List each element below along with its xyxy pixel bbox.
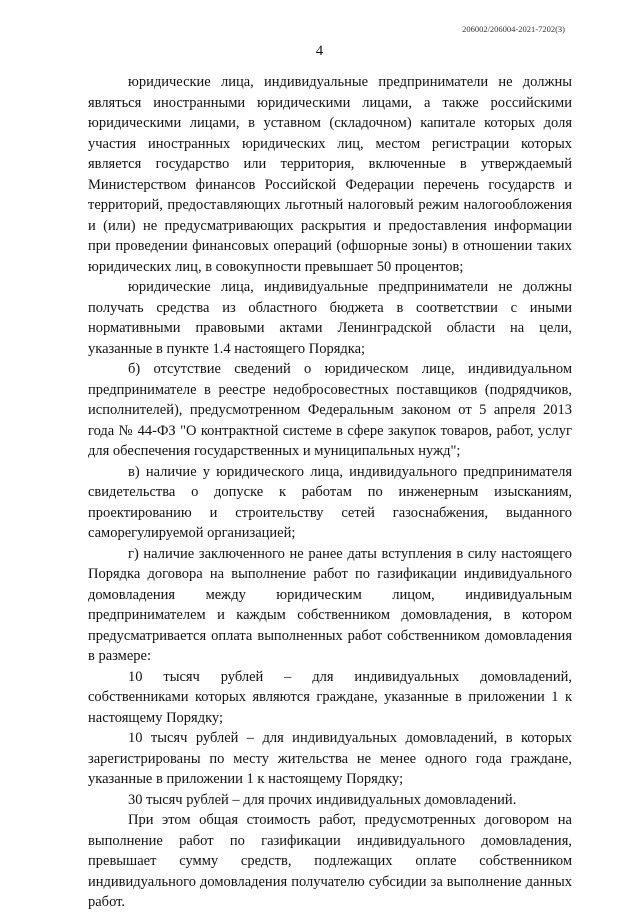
paragraph: При этом общая стоимость работ, предусмотренных договором на выполнение работ по газификации индивидуального домовладения, превышает сумму средств, подлежащих оплате собственником индивидуального домовладения получателю субсидии за выполнение данных работ. xyxy=(88,812,572,910)
paragraph: юридические лица, индивидуальные предприниматели не должны получать средства из областного бюджета в соответствии с иными нормативными правовыми актами Ленинградской области на цели, указанные в пункте 1.4 настоящего Порядка; xyxy=(88,279,572,357)
paragraph: б) отсутствие сведений о юридическом лице, индивидуальном предпринимателе в реестре недобросовестных поставщиков (подрядчиков, исполнителей), предусмотренном Федеральным законом от 5 апреля 2013 года № 44-ФЗ "О контрактной системе в сфере закупок товаров, работ, услуг для обеспечения государственных и муниципальных нужд"; xyxy=(88,361,572,459)
paragraph: 10 тысяч рублей – для индивидуальных домовладений, собственниками которых являются граждане, указанные в приложении 1 к настоящему Порядку; xyxy=(88,668,572,726)
paragraph: в) наличие у юридического лица, индивидуального предпринимателя свидетельства о допуске к работам по инженерным изысканиям, проектированию и строительству сетей газоснабжения, выданного саморегулируемой организацией; xyxy=(88,463,572,541)
document-id: 206002/206004-2021-7202(3) xyxy=(462,24,565,34)
paragraph: 10 тысяч рублей – для индивидуальных домовладений, в которых зарегистрированы по месту жительства не менее одного года граждане, указанные в приложении 1 к настоящему Порядку; xyxy=(88,730,572,787)
page-number: 4 xyxy=(315,43,324,59)
paragraph: 30 тысяч рублей – для прочих индивидуальных домовладений. xyxy=(128,791,517,808)
paragraph: г) наличие заключенного не ранее даты вступления в силу настоящего Порядка договора на выполнение работ по газификации индивидуального домовладения между юридическим лицом, индивидуальным предпринимателем и каждым собственником домовладения, в котором предусматривается оплата выполненных работ собственником домовладения в размере: xyxy=(88,545,572,664)
document-body xyxy=(88,72,572,913)
paragraph: юридические лица, индивидуальные предприниматели не должны являться иностранными юридическими лицами, а также российскими юридическими лицами, в уставном (складочном) капитале которых доля участия иностранных юридических лиц, местом регистрации которых является государство или территория, включенные в утверждаемый Министерством финансов Российской Федерации перечень государств и территорий, предоставляющих льготный налоговый режим налогообложения и (или) не предусматривающих раскрытия и предоставления информации при проведении финансовых операций (офшорные зоны) в отношении таких юридических лиц, в совокупности превышает 50 процентов; xyxy=(88,74,572,275)
